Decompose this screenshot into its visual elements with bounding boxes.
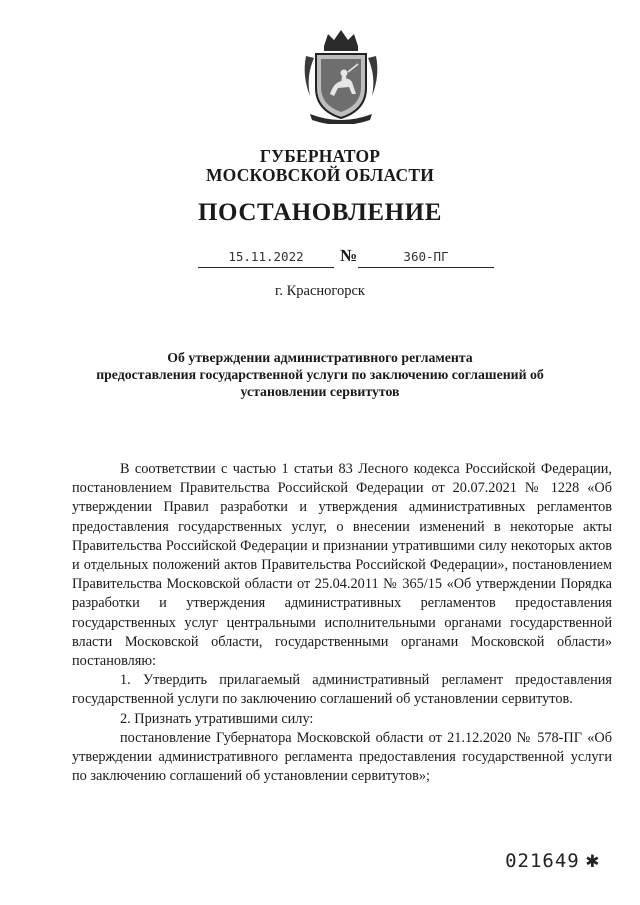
issue-city: г. Красногорск <box>275 283 365 299</box>
document-subject <box>0 349 640 400</box>
item-1-paragraph: 1. Утвердить прилагаемый административный регламент предоставления государственной услуги по заключению соглашений об установлении сервитутов. <box>72 672 612 708</box>
asterisk-mark: ✱ <box>585 848 600 873</box>
issuer-name-line-1: ГУБЕРНАТОР <box>259 146 381 166</box>
document-date: 15.11.2022 <box>198 248 334 268</box>
preamble-paragraph: В соответствии с частью 1 статьи 83 Лесного кодекса Российской Федерации, постановлением Правительства Российской Федерации от 20.07.2021 № 1228 «Об утверждении Правил разработки и утверждения административных регламентов предоставления государственных услуг, о внесении изменений в некоторые акты Правительства Российской Федерации и признании утратившими силу некоторых актов и отдельных положений актов Правительства Российской Федерации», постановлением Правительства Московской области от 25.04.2011 № 365/15 «Об утверждении Порядка разработки и утверждения административных регламентов предоставления государственных услуг центральными исполнительными органами государственной власти Московской области, государственными органами Московской области» постановляю: <box>72 461 612 670</box>
subject-line-3: установлении сервитутов <box>240 384 400 399</box>
item-2-subitem-paragraph: постановление Губернатора Московской области от 21.12.2020 № 578-ПГ «Об утверждении административного регламента предоставления государственной услуги по заключению соглашений об установлении сервитутов»; <box>72 729 612 785</box>
document-type-title: ПОСТАНОВЛЕНИЕ <box>197 199 443 226</box>
number-sign: № <box>340 246 358 265</box>
coat-of-arms-emblem <box>300 26 382 124</box>
date-number-row <box>0 248 640 272</box>
serial-digits: 021649 <box>505 850 580 872</box>
subject-line-2: предоставления государственной услуги по заключению соглашений об <box>96 367 544 382</box>
subject-line-1: Об утверждении административного регламента <box>167 350 473 365</box>
document-number: 360-ПГ <box>358 248 494 268</box>
item-2-paragraph: 2. Признать утратившими силу: <box>120 710 314 727</box>
document-body <box>72 460 612 786</box>
issuer-name-line-2: МОСКОВСКОЙ ОБЛАСТИ <box>205 165 435 185</box>
serial-number <box>505 848 600 873</box>
